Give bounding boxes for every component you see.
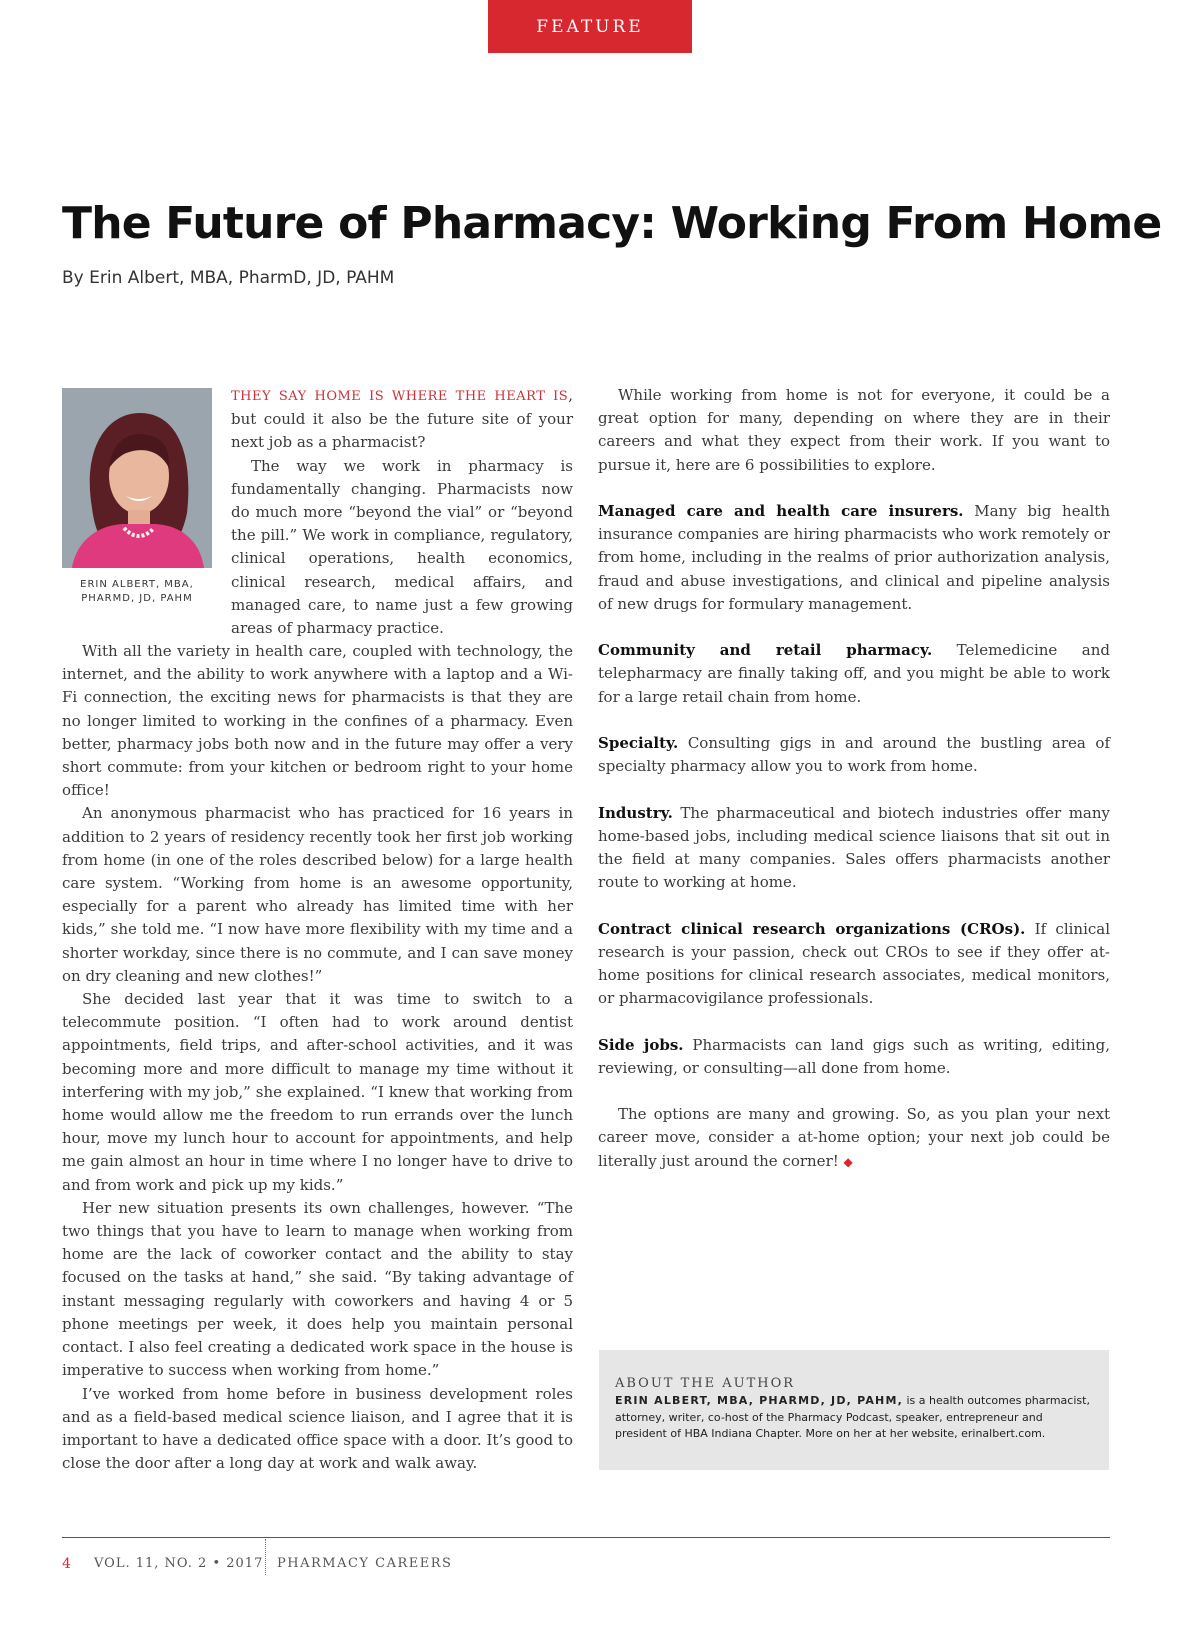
about-author-heading: ABOUT THE AUTHOR [615,1376,796,1391]
body-paragraph: With all the variety in health care, coupled with technology, the internet, and the ability to work anywhere with a laptop and a Wi-Fi connection, the exciting news for pharmacists is that they are no longer limited to working in the confines of a pharmacy. Even better, pharmacy jobs both now and in the future may offer a very short commute: from your kitchen or bedroom right to your home office! [62,642,573,800]
option-body: The pharmaceutical and biotech industries offer many home-based jobs, including medical science liaisons that sit out in the field at many companies. Sales offers pharmacists another route to working at home. [598,803,1110,892]
option-item [598,500,1110,616]
footer-rule [62,1537,1110,1538]
body-paragraph: She decided last year that it was time to switch to a telecommute position. “I often had to work around dentist appointments, field trips, and after-school activities, and it was becoming more and more difficult to manage my time without it interfering with my job,” she explained. “I knew that working from home would allow me the freedom to run errands over the lunch hour, move my lunch hour to account for appointments, and help me gain almost an hour in time where I no longer have to drive to and from work and pick up my kids.” [62,990,573,1194]
photo-caption: ERIN ALBERT, MBA, PHARMD, JD, PAHM [80,579,194,604]
option-item [598,802,1110,895]
option-body: If clinical research is your passion, check out CROs to see if they offer at-home positions for clinical research associates, medical monitors, or pharmacovigilance professionals. [598,919,1111,1008]
author-portrait [62,388,212,568]
option-item [598,639,1110,709]
option-item [598,1034,1110,1080]
option-heading: Contract clinical research organizations (CROs). [598,919,1026,938]
right-column [598,384,1110,1197]
option-body: Many big health insurance companies are hiring pharmacists who work remotely or from home, including in the realms of prior authorization analysis, fraud and abuse investigations, and clinical and pipeline analysis of new drugs for formulary management. [598,502,1110,613]
body-paragraph: Her new situation presents its own challenges, however. “The two things that you have to learn to manage when working from home are the lack of coworker contact and the ability to stay focused on the tasks at hand,” she said. “By taking advantage of instant messaging regularly with coworkers and having 4 or 5 phone meetings per week, it does help you maintain personal contact. I also feel creating a dedicated work space in the house is imperative to success when working from home.” [62,1198,573,1380]
body-paragraph: I’ve worked from home before in business development roles and as a field-based medical science liaison, and I agree that it is important to have a dedicated office space with a door. It’s good to close the door after a long day at work and walk away. [62,1384,573,1473]
body-paragraph: The way we work in pharmacy is fundamentally changing. Pharmacists now do much more “beyond the vial” or “beyond the pill.” We work in compliance, regulatory, clinical operations, health economics, clinical research, medical affairs, and managed care, to name just a few growing areas of pharmacy practice. [231,456,573,638]
option-heading: Managed care and health care insurers. [598,502,964,520]
about-author-box [599,1350,1109,1470]
intro-kicker: THEY SAY HOME IS WHERE THE HEART IS [231,389,569,404]
footer-divider [265,1539,266,1575]
option-heading: Specialty. [598,734,679,752]
option-heading: Industry. [598,803,673,822]
body-paragraph: An anonymous pharmacist who has practiced for 16 years in addition to 2 years of residency recently took her first job working from home (in one of the roles described below) for a large health care system. “Working from home is an awesome opportunity, especially for a parent who already has limited time with her kids,” she told me. “I now have more flexibility with my time and a shorter workday, since there is no commute, and I can save money on dry cleaning and new clothes!” [62,804,573,985]
option-heading: Community and retail pharmacy. [598,641,933,660]
page-number: 4 [62,1556,71,1572]
about-author-name: ERIN ALBERT, MBA, PHARMD, JD, PAHM, [615,1394,903,1407]
end-mark-icon: ◆ [843,1154,853,1169]
option-item [598,732,1110,778]
intro-text: , but could it also be the future site of your next job as a pharmacist? [231,386,573,452]
option-body: Telemedicine and telepharmacy are finally taking off, and you might be able to work for a large retail chain from home. [598,641,1110,706]
about-author-text [615,1393,1093,1443]
options-intro: While working from home is not for everyone, it could be a great option for many, depending on where they are in their careers and what they expect from their work. If you want to pursue it, here are 6 possibilities to explore. [598,386,1110,474]
option-heading: Side jobs. [598,1035,684,1054]
intro-paragraph [231,384,573,455]
option-item [598,918,1110,1011]
byline: By Erin Albert, MBA, PharmD, JD, PAHM [62,268,395,288]
option-body: Consulting gigs in and around the bustling area of specialty pharmacy allow you to work from home. [598,734,1110,776]
left-column [62,640,573,1475]
option-body: Pharmacists can land gigs such as writing, editing, reviewing, or consulting—all done from home. [598,1035,1110,1077]
closing-text: The options are many and growing. So, as you plan your next career move, consider a at-home option; your next job could be literally just around the corner! [598,1105,1110,1170]
publication-name: PHARMACY CAREERS [277,1556,453,1571]
section-tag: FEATURE [488,0,692,53]
intro-column [231,384,573,640]
closing-paragraph [598,1103,1110,1174]
issue-info: VOL. 11, NO. 2 • 2017 [94,1556,264,1571]
author-photo [62,388,212,568]
article-title: The Future of Pharmacy: Working From Home [62,198,1162,249]
about-author-bio: is a health outcomes pharmacist, attorney, writer, co-host of the Pharmacy Podcast, speaker, entrepreneur and president of HBA Indiana Chapter. More on her at her website, erinalbert.com. [615,1394,1090,1440]
